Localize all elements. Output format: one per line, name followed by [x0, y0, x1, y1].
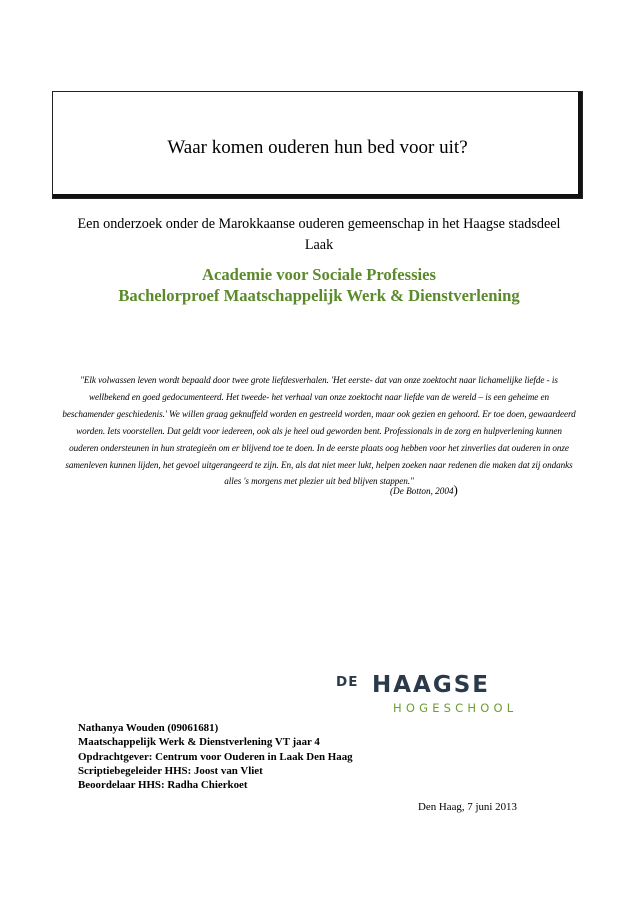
citation-close: ) [453, 482, 458, 497]
citation-text: (De Botton, 2004 [390, 486, 454, 496]
quote-citation [390, 482, 458, 499]
assessor-line: Beoordelaar HHS: Radha Chierkoet [78, 779, 248, 792]
academy-heading [40, 264, 598, 306]
logo-haagse: HAAGSE [372, 672, 491, 698]
epigraph-quote: "Elk volwassen leven wordt bepaald door twee grote liefdesverhalen. 'Het eerste- dat van onze zoektocht naar lichamelijke liefde - is wellbekend en goed gedocumenteerd. Het tweede- het verhaal van onze zoektocht naar liefde van de wereld – is een geheime en beschamender geschiedenis.' We willen graag geknuffeld worden en gestreeld worden, maar ook gezien en gehoord. Er toe doen, gewaardeerd worden. Iets voorstellen. Dat geldt voor iedereen, ook als je heel oud geworden bent. Professionals in de zorg en hulpverlening kunnen ouderen ondersteunen in hun strategieën om er blijvend toe te doen. In de eerste plaats oog hebben voor het zinverlies dat ouderen in onze samenleven kunnen lijden, het gevoel uitgerangeerd te zijn. En, als dat niet meer lukt, helpen zoeken naar redenen die maken dat zij ondanks alles 's morgens met plezier uit bed blijven stappen." [62, 375, 576, 487]
author-info [78, 721, 353, 792]
supervisor-line: Scriptiebegeleider HHS: Joost van Vliet [78, 764, 263, 777]
logo-de: DE [336, 674, 359, 690]
place-date: Den Haag, 7 juni 2013 [418, 801, 517, 813]
author-line: Nathanya Wouden (09061681) [78, 722, 219, 734]
document-subtitle: Een onderzoek onder de Marokkaanse ouderen gemeenschap in het Haagse stadsdeel Laak [77, 216, 561, 253]
program-name: Bachelorproef Maatschappelijk Werk & Dienstverlening [118, 286, 520, 305]
logo-hogeschool: HOGESCHOOL [393, 701, 518, 715]
title-box [52, 91, 583, 199]
haagse-hogeschool-logo [336, 672, 536, 720]
client-line: Opdrachtgever: Centrum voor Ouderen in Laak Den Haag [78, 750, 353, 763]
program-line: Maatschappelijk Werk & Dienstverlening VT jaar 4 [78, 736, 320, 749]
document-title: Waar komen ouderen hun bed voor uit? [167, 137, 468, 158]
academy-name: Academie voor Sociale Professies [202, 265, 436, 284]
